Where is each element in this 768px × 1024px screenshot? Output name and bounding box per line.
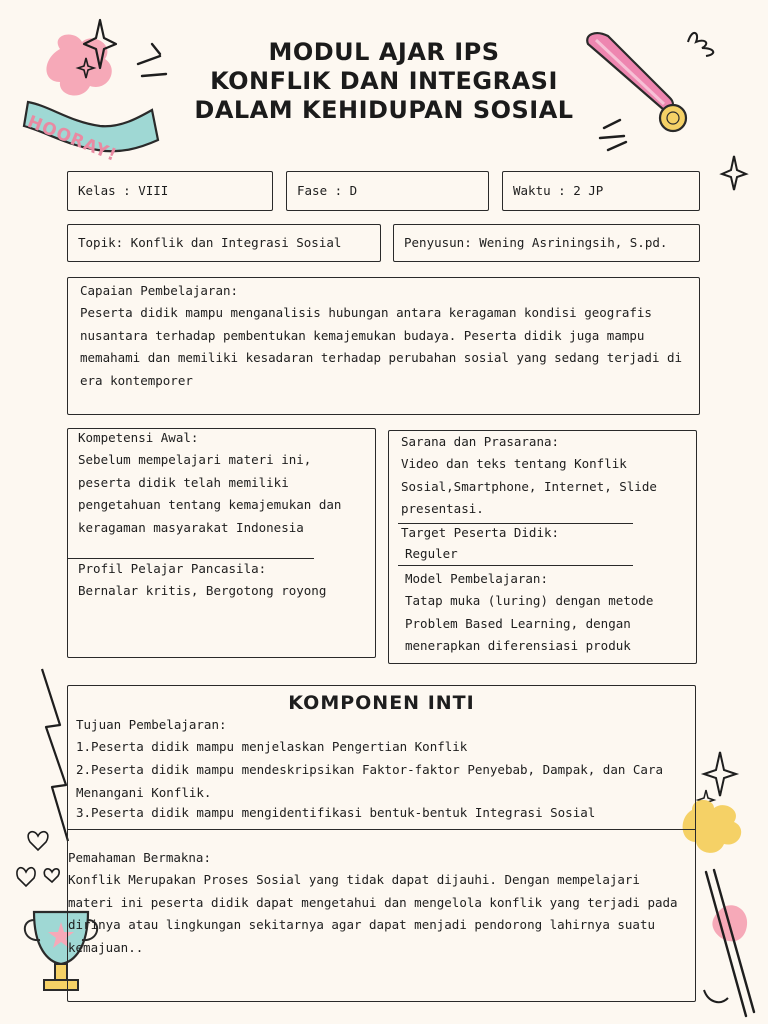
sparkle-icon-bottom [704, 752, 736, 796]
kompetensi-text: Sebelum mempelajari materi ini, peserta didik telah memiliki pengetahuan tentang kemajemukan dan keragaman masyarakat Indonesia [78, 452, 342, 535]
heart-icon-2 [17, 868, 35, 886]
pemahaman-label: Pemahaman Bermakna: [68, 850, 211, 865]
model-text: Tatap muka (luring) dengan metode Problem Based Learning, dengan menerapkan diferensiasi produk [405, 593, 654, 653]
sarana-divider [398, 523, 633, 524]
penyusun-label: Penyusun: Wening Asriningsih, S.pd. [404, 235, 668, 250]
waktu-label: Waktu : 2 JP [513, 183, 604, 198]
hooray-sticker-text: HOORAY! [24, 112, 120, 167]
kelas-box [67, 171, 273, 211]
profil-label: Profil Pelajar Pancasila: [78, 561, 267, 576]
profil-text: Bernalar kritis, Bergotong royong [78, 583, 327, 598]
penyusun-box [393, 224, 700, 262]
page-title [0, 38, 768, 125]
title-line-2: KONFLIK DAN INTEGRASI [210, 67, 558, 95]
komponen-divider [68, 829, 696, 830]
topik-box [67, 224, 381, 262]
tujuan-item-3: 3.Peserta didik mampu mengidentifikasi bentuk-bentuk Integrasi Sosial [76, 805, 596, 820]
fase-box [286, 171, 489, 211]
sarana-text: Video dan teks tentang Konflik Sosial,Smartphone, Internet, Slide presentasi. [401, 456, 657, 516]
capaian-label: Capaian Pembelajaran: [80, 283, 239, 298]
sarana-label: Sarana dan Prasarana: [401, 434, 560, 449]
kompetensi-divider [68, 558, 314, 559]
pemahaman-text: Konflik Merupakan Proses Sosial yang tidak dapat dijauhi. Dengan mempelajari materi ini peserta didik dapat mengetahui dan mengelola konflik yang terjadi pada dirinya atau lingkungan sekitarnya agar dapat menjadi pendorong lahirnya suatu kemajuan.. [68, 872, 678, 955]
waktu-box [502, 171, 700, 211]
title-line-3: DALAM KEHIDUPAN SOSIAL [194, 96, 574, 124]
kompetensi-label: Kompetensi Awal: [78, 430, 199, 445]
tujuan-label: Tujuan Pembelajaran: [76, 717, 227, 732]
capaian-box [67, 277, 700, 415]
target-text: Reguler [405, 546, 458, 561]
model-label: Model Pembelajaran: [405, 571, 548, 586]
capaian-text: Peserta didik mampu menganalisis hubungan antara keragaman kondisi geografis nusantara terhadap pembentukan kemajemukan budaya. Peserta didik juga mampu memahami dan memiliki kesadaran terhadap perubahan sosial yang sedang terjadi di era kontemporer [80, 305, 683, 388]
title-line-1: MODUL AJAR IPS [268, 38, 500, 66]
kompetensi-profil-box [67, 428, 376, 658]
sarana-target-model-box [388, 430, 697, 664]
komponen-inti-heading: KOMPONEN INTI [288, 692, 475, 714]
target-divider [398, 565, 633, 566]
heart-icon [28, 832, 48, 850]
sparkle-icon-right [722, 156, 746, 190]
komponen-inti-box [67, 685, 696, 1002]
tujuan-item-1: 1.Peserta didik mampu menjelaskan Pengertian Konflik [76, 739, 468, 754]
kelas-label: Kelas : VIII [78, 183, 169, 198]
fase-label: Fase : D [297, 183, 358, 198]
topik-label: Topik: Konflik dan Integrasi Sosial [78, 235, 342, 250]
heart-icon-3 [44, 869, 59, 882]
tujuan-item-2: 2.Peserta didik mampu mendeskripsikan Faktor-faktor Penyebab, Dampak, dan Cara Menangani Konflik. [76, 762, 663, 800]
target-label: Target Peserta Didik: [401, 525, 560, 540]
